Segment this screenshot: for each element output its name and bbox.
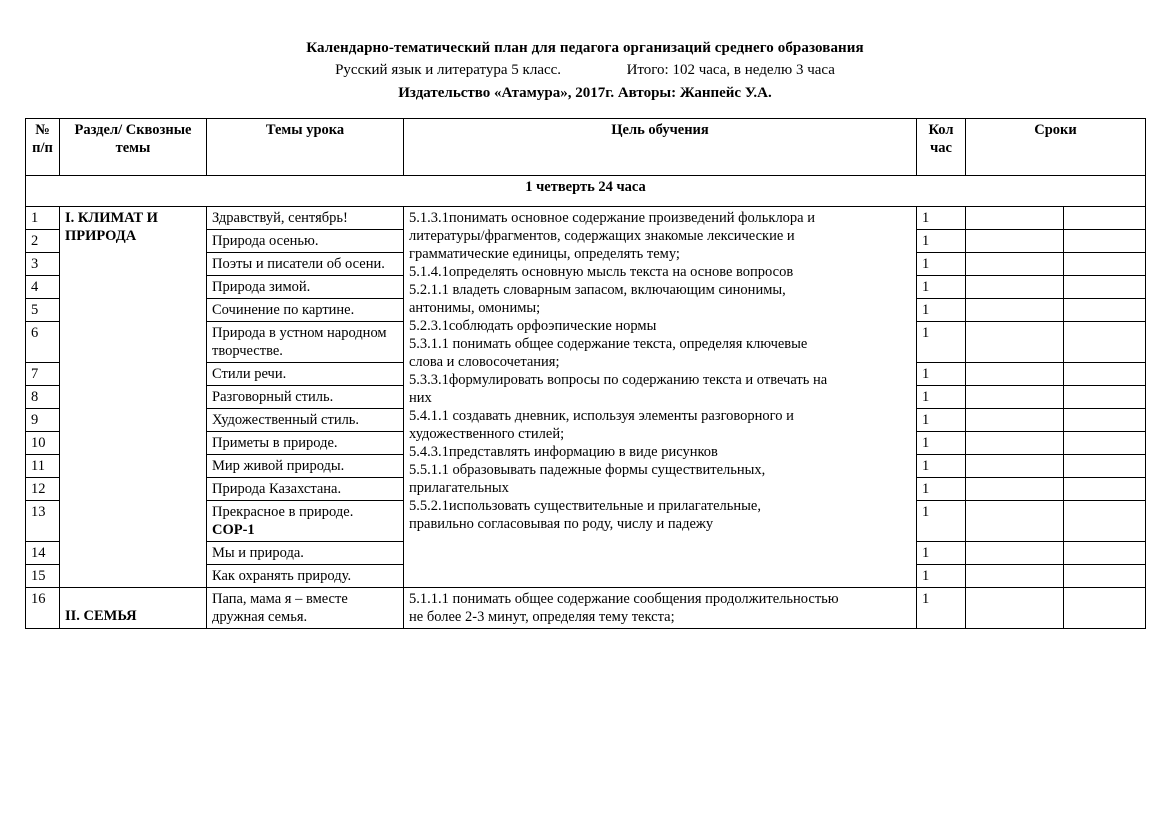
date-cell-actual[interactable] <box>1064 207 1146 230</box>
quarter-banner-row <box>26 176 1146 207</box>
date-cell-actual[interactable] <box>1064 276 1146 299</box>
row-number: 9 <box>26 409 60 432</box>
column-header-dates: Сроки <box>966 119 1146 176</box>
hours-count: 1 <box>917 230 966 253</box>
hours-count: 1 <box>917 363 966 386</box>
hours-count: 1 <box>917 542 966 565</box>
date-cell-actual[interactable] <box>1064 542 1146 565</box>
section-title-family: II. СЕМЬЯ <box>60 588 207 629</box>
lesson-topic: Природа в устном народном творчестве. <box>207 322 404 363</box>
objective-line: 5.2.1.1 владеть словарным запасом, включающим синонимы, <box>409 282 786 298</box>
hours-count: 1 <box>917 322 966 363</box>
date-cell-planned[interactable] <box>966 542 1064 565</box>
objective-line: 5.1.4.1определять основную мысль текста на основе вопросов <box>409 264 794 280</box>
hours-count: 1 <box>917 455 966 478</box>
table-header-row <box>26 119 1146 176</box>
row-number: 7 <box>26 363 60 386</box>
date-cell-planned[interactable] <box>966 478 1064 501</box>
date-cell-planned[interactable] <box>966 363 1064 386</box>
column-header-topic: Темы урока <box>207 119 404 176</box>
lesson-topic: Как охранять природу. <box>207 565 404 588</box>
hours-count: 1 <box>917 253 966 276</box>
objective-line: прилагательных <box>409 480 509 496</box>
row-number: 3 <box>26 253 60 276</box>
date-cell-actual[interactable] <box>1064 478 1146 501</box>
row-number: 16 <box>26 588 60 629</box>
lesson-topic: Сочинение по картине. <box>207 299 404 322</box>
objective-line: не более 2-3 минут, определяя тему текста; <box>409 609 675 625</box>
column-header-section: Раздел/ Сквозные темы <box>60 119 207 176</box>
date-cell-planned[interactable] <box>966 230 1064 253</box>
date-cell-actual[interactable] <box>1064 253 1146 276</box>
row-number: 11 <box>26 455 60 478</box>
objective-line: 5.1.1.1 понимать общее содержание сообщения продолжительностью <box>409 591 839 607</box>
date-cell-actual[interactable] <box>1064 501 1146 542</box>
column-header-number-line1: № <box>35 122 50 138</box>
objective-line: 5.5.2.1использовать существительные и прилагательные, <box>409 498 761 514</box>
objective-line: них <box>409 390 432 406</box>
objective-line: 5.5.1.1 образовывать падежные формы существительных, <box>409 462 766 478</box>
hours-count: 1 <box>917 501 966 542</box>
table-body <box>26 176 1146 629</box>
date-cell-planned[interactable] <box>966 207 1064 230</box>
hours-count: 1 <box>917 478 966 501</box>
date-cell-actual[interactable] <box>1064 455 1146 478</box>
date-cell-planned[interactable] <box>966 276 1064 299</box>
lesson-topic-text: Прекрасное в природе. <box>212 504 354 520</box>
date-cell-actual[interactable] <box>1064 588 1146 629</box>
objective-line: художественного стилей; <box>409 426 565 442</box>
lesson-topic <box>207 501 404 542</box>
date-cell-actual[interactable] <box>1064 386 1146 409</box>
hours-count: 1 <box>917 299 966 322</box>
calendar-thematic-plan-table <box>25 118 1146 629</box>
column-header-hours-line2: час <box>930 140 952 156</box>
objective-line: 5.2.3.1соблюдать орфоэпические нормы <box>409 318 657 334</box>
date-cell-planned[interactable] <box>966 501 1064 542</box>
row-number: 12 <box>26 478 60 501</box>
assessment-label-sor1: СОР-1 <box>212 522 255 538</box>
column-header-goal: Цель обучения <box>404 119 917 176</box>
lesson-topic: Разговорный стиль. <box>207 386 404 409</box>
column-header-hours-line1: Кол <box>928 122 954 138</box>
table-header <box>26 119 1146 176</box>
date-cell-planned[interactable] <box>966 322 1064 363</box>
date-cell-actual[interactable] <box>1064 409 1146 432</box>
hours-count: 1 <box>917 588 966 629</box>
date-cell-planned[interactable] <box>966 299 1064 322</box>
hours-count: 1 <box>917 207 966 230</box>
hours-count: 1 <box>917 432 966 455</box>
date-cell-planned[interactable] <box>966 565 1064 588</box>
objective-line: 5.4.3.1представлять информацию в виде рисунков <box>409 444 718 460</box>
date-cell-planned[interactable] <box>966 432 1064 455</box>
row-number: 10 <box>26 432 60 455</box>
quarter-banner-label: 1 четверть 24 часа <box>26 176 1146 207</box>
total-hours-label: Итого: 102 часа, в неделю 3 часа <box>626 62 835 78</box>
lesson-topic: Поэты и писатели об осени. <box>207 253 404 276</box>
objective-line: правильно согласовывая по роду, числу и падежу <box>409 516 714 532</box>
row-number: 14 <box>26 542 60 565</box>
date-cell-planned[interactable] <box>966 386 1064 409</box>
column-header-number-line2: п/п <box>32 140 53 156</box>
row-number: 13 <box>26 501 60 542</box>
table-row <box>26 207 1146 230</box>
row-number: 6 <box>26 322 60 363</box>
row-number: 2 <box>26 230 60 253</box>
learning-objectives-block-2 <box>404 588 917 629</box>
subject-label: Русский язык и литература 5 класс. <box>335 62 562 78</box>
lesson-topic: Мир живой природы. <box>207 455 404 478</box>
publisher-line: Издательство «Атамура», 2017г. Авторы: Жанпейс У.А. <box>398 85 772 101</box>
table-row <box>26 588 1146 629</box>
row-number: 4 <box>26 276 60 299</box>
objective-line: 5.4.1.1 создавать дневник, используя элементы разговорного и <box>409 408 794 424</box>
lesson-topic: Природа Казахстана. <box>207 478 404 501</box>
lesson-topic: Мы и природа. <box>207 542 404 565</box>
column-header-number <box>26 119 60 176</box>
learning-objectives-block-1 <box>404 207 917 588</box>
date-cell-actual[interactable] <box>1064 565 1146 588</box>
page-title: Календарно-тематический план для педагога организаций среднего образования <box>306 40 864 56</box>
date-cell-actual[interactable] <box>1064 432 1146 455</box>
lesson-topic: Художественный стиль. <box>207 409 404 432</box>
row-number: 1 <box>26 207 60 230</box>
objective-line: грамматические единицы, определять тему; <box>409 246 680 262</box>
date-cell-actual[interactable] <box>1064 299 1146 322</box>
lesson-topic: Природа зимой. <box>207 276 404 299</box>
row-number: 15 <box>26 565 60 588</box>
row-number: 5 <box>26 299 60 322</box>
date-cell-actual[interactable] <box>1064 322 1146 363</box>
lesson-topic: Папа, мама я – вместе дружная семья. <box>207 588 404 629</box>
lesson-topic: Здравствуй, сентябрь! <box>207 207 404 230</box>
hours-count: 1 <box>917 565 966 588</box>
row-number: 8 <box>26 386 60 409</box>
date-cell-planned[interactable] <box>966 455 1064 478</box>
date-cell-planned[interactable] <box>966 409 1064 432</box>
lesson-topic: Приметы в природе. <box>207 432 404 455</box>
section-title-climate: I. КЛИМАТ И ПРИРОДА <box>60 207 207 588</box>
lesson-topic: Природа осенью. <box>207 230 404 253</box>
objective-line: 5.3.1.1 понимать общее содержание текста, определяя ключевые <box>409 336 808 352</box>
date-cell-planned[interactable] <box>966 588 1064 629</box>
hours-count: 1 <box>917 409 966 432</box>
date-cell-planned[interactable] <box>966 253 1064 276</box>
objective-line: литературы/фрагментов, содержащих знакомые лексические и <box>409 228 795 244</box>
document-header <box>0 0 1170 104</box>
objective-line: 5.1.3.1понимать основное содержание произведений фольклора и <box>409 210 816 226</box>
objective-line: 5.3.3.1формулировать вопросы по содержанию текста и отвечать на <box>409 372 828 388</box>
hours-count: 1 <box>917 276 966 299</box>
lesson-topic: Стили речи. <box>207 363 404 386</box>
subject-and-hours-line <box>0 60 1170 81</box>
objective-line: антонимы, омонимы; <box>409 300 541 316</box>
date-cell-actual[interactable] <box>1064 363 1146 386</box>
hours-count: 1 <box>917 386 966 409</box>
column-header-hours <box>917 119 966 176</box>
date-cell-actual[interactable] <box>1064 230 1146 253</box>
objective-line: слова и словосочетания; <box>409 354 560 370</box>
plan-table-wrap <box>25 118 1145 629</box>
